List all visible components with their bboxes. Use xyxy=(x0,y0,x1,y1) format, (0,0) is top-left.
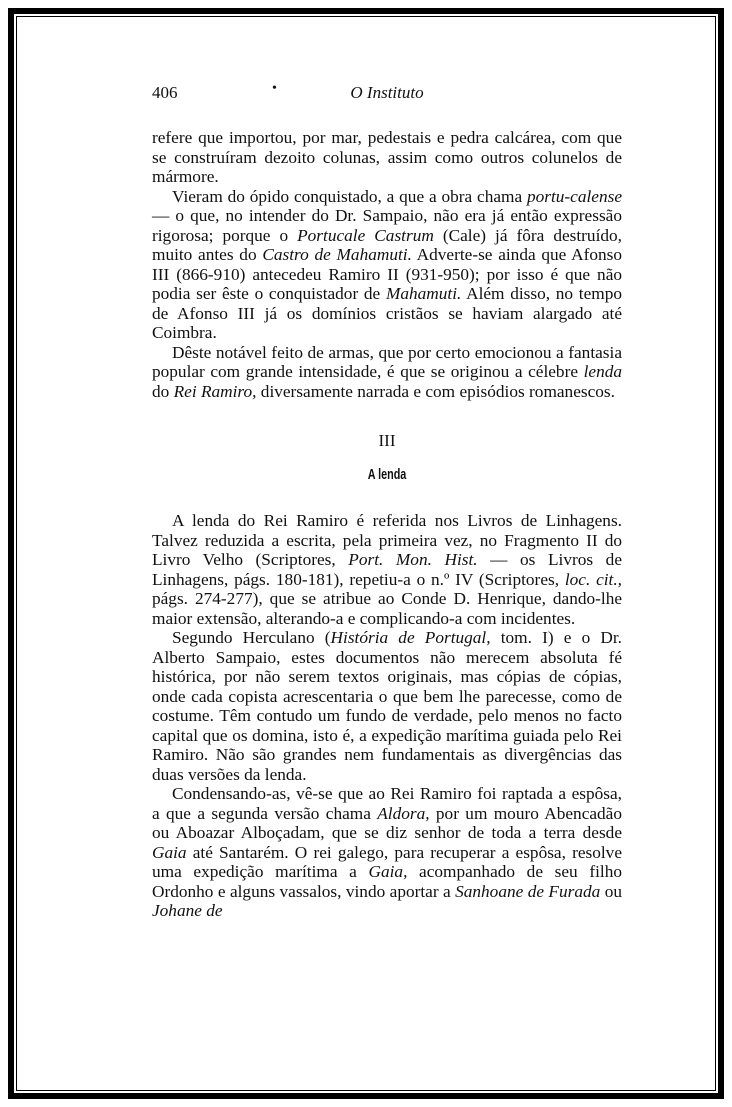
text-run: Condensando-as, vê-se que ao Rei Ramiro foi raptada a espôsa, a que a segunda versão chama xyxy=(152,784,622,823)
paragraph-p6 xyxy=(152,784,622,921)
paragraph-p5 xyxy=(152,628,622,784)
text-run: Segundo Herculano ( xyxy=(172,628,331,647)
paragraph-p1 xyxy=(152,128,622,187)
italic-run: Gaia, xyxy=(368,862,408,881)
text-run: acompanhado de seu filho Ordonho e alguns vassalos, vindo aportar a xyxy=(152,862,622,901)
text-run: ou xyxy=(600,881,622,901)
text-run: A lenda do Rei Ramiro é referida nos Livros de Linhagens. Talvez reduzida a escrita, pela primeira vez, no Fragmento II do Livro Velho (Scriptores, xyxy=(152,511,622,569)
italic-run: Rei Ramiro, xyxy=(173,381,257,401)
italic-run: Sanhoane de Furada xyxy=(455,881,601,901)
italic-run: História de Portugal, xyxy=(330,628,491,647)
page-number: 406 xyxy=(152,83,178,102)
header-dot: • xyxy=(272,81,277,96)
italic-run: Castro de Mahamuti. xyxy=(262,245,412,264)
body-text xyxy=(152,128,622,921)
paragraph-p2 xyxy=(152,187,622,343)
text-run: até Santarém. O rei galego, para recuperar a espôsa, resolve uma expedição marítima a xyxy=(152,842,622,881)
italic-run: lenda xyxy=(583,362,622,381)
italic-run: Mahamuti. xyxy=(385,284,462,303)
text-run: págs. 274-277), que se atribue ao Conde D. Henrique, dando-lhe maior extensão, alterando-a e complicando-a com incidentes. xyxy=(152,589,622,628)
text-run: (Cale) já fôra destruído, muito antes do xyxy=(152,225,622,264)
italic-run: Johane de xyxy=(152,901,223,920)
text-run: refere que importou, por mar, pedestais e pedra calcárea, com que se construíram dezoito colunas, assim como outros colunelos de mármore. xyxy=(152,128,622,186)
section-number: III xyxy=(378,431,396,450)
text-run: Adverte-se ainda que Afonso III (866-910) antecedeu Ramiro II (931-950); por isso é que não podia ser êste o conquistador de xyxy=(152,245,622,303)
section-title: A lenda xyxy=(367,465,407,483)
text-run: — os Livros de Linhagens, págs. 180-181), repetiu-a o n.º IV (Scriptores, xyxy=(152,550,622,589)
italic-run: Gaia xyxy=(152,842,187,862)
running-title: O Instituto xyxy=(350,83,424,102)
paragraph-p3 xyxy=(152,343,622,402)
paragraph-p4 xyxy=(152,511,622,628)
page-header xyxy=(152,83,622,105)
italic-run: portu-calense xyxy=(526,186,622,206)
text-run: Além disso, no tempo de Afonso III já os domínios cristãos se haviam alargado até Coimbra. xyxy=(152,284,622,342)
text-run: Dêste notável feito de armas, que por certo emocionou a fantasia popular com grande intensidade, é que se originou a célebre xyxy=(152,342,622,381)
text-run: diversamente narrada e com episódios romanescos. xyxy=(256,381,615,401)
text-run: por um mouro Abencadão ou Aboazar Alboçadam, que se diz senhor de toda a terra desde xyxy=(152,803,622,842)
text-run: tom. I) e o Dr. Alberto Sampaio, estes documentos não merecem absoluta fé histórica, por não serem textos originais, mas cópias de cópias, onde cada copista acrescentaria o que bem lhe parecesse, como de costume. Têm contudo um fundo de verdade, pelo menos no facto capital que os domina, isto é, a expedição marítima guiada pelo Rei Ramiro. Não são grandes nem fundamentais as divergências das duas versões da lenda. xyxy=(152,628,622,784)
italic-run: Port. Mon. Hist. xyxy=(348,550,478,569)
text-run: Vieram do ópido conquistado, a que a obra chama xyxy=(172,186,527,206)
italic-run: loc. cit., xyxy=(564,569,622,589)
text-run: — o que, no intender do Dr. Sampaio, não era já então expressão rigorosa; porque o xyxy=(152,206,622,245)
text-run: do xyxy=(152,381,174,401)
italic-run: Portucale Castrum xyxy=(297,225,434,245)
italic-run: Aldora, xyxy=(377,803,430,823)
